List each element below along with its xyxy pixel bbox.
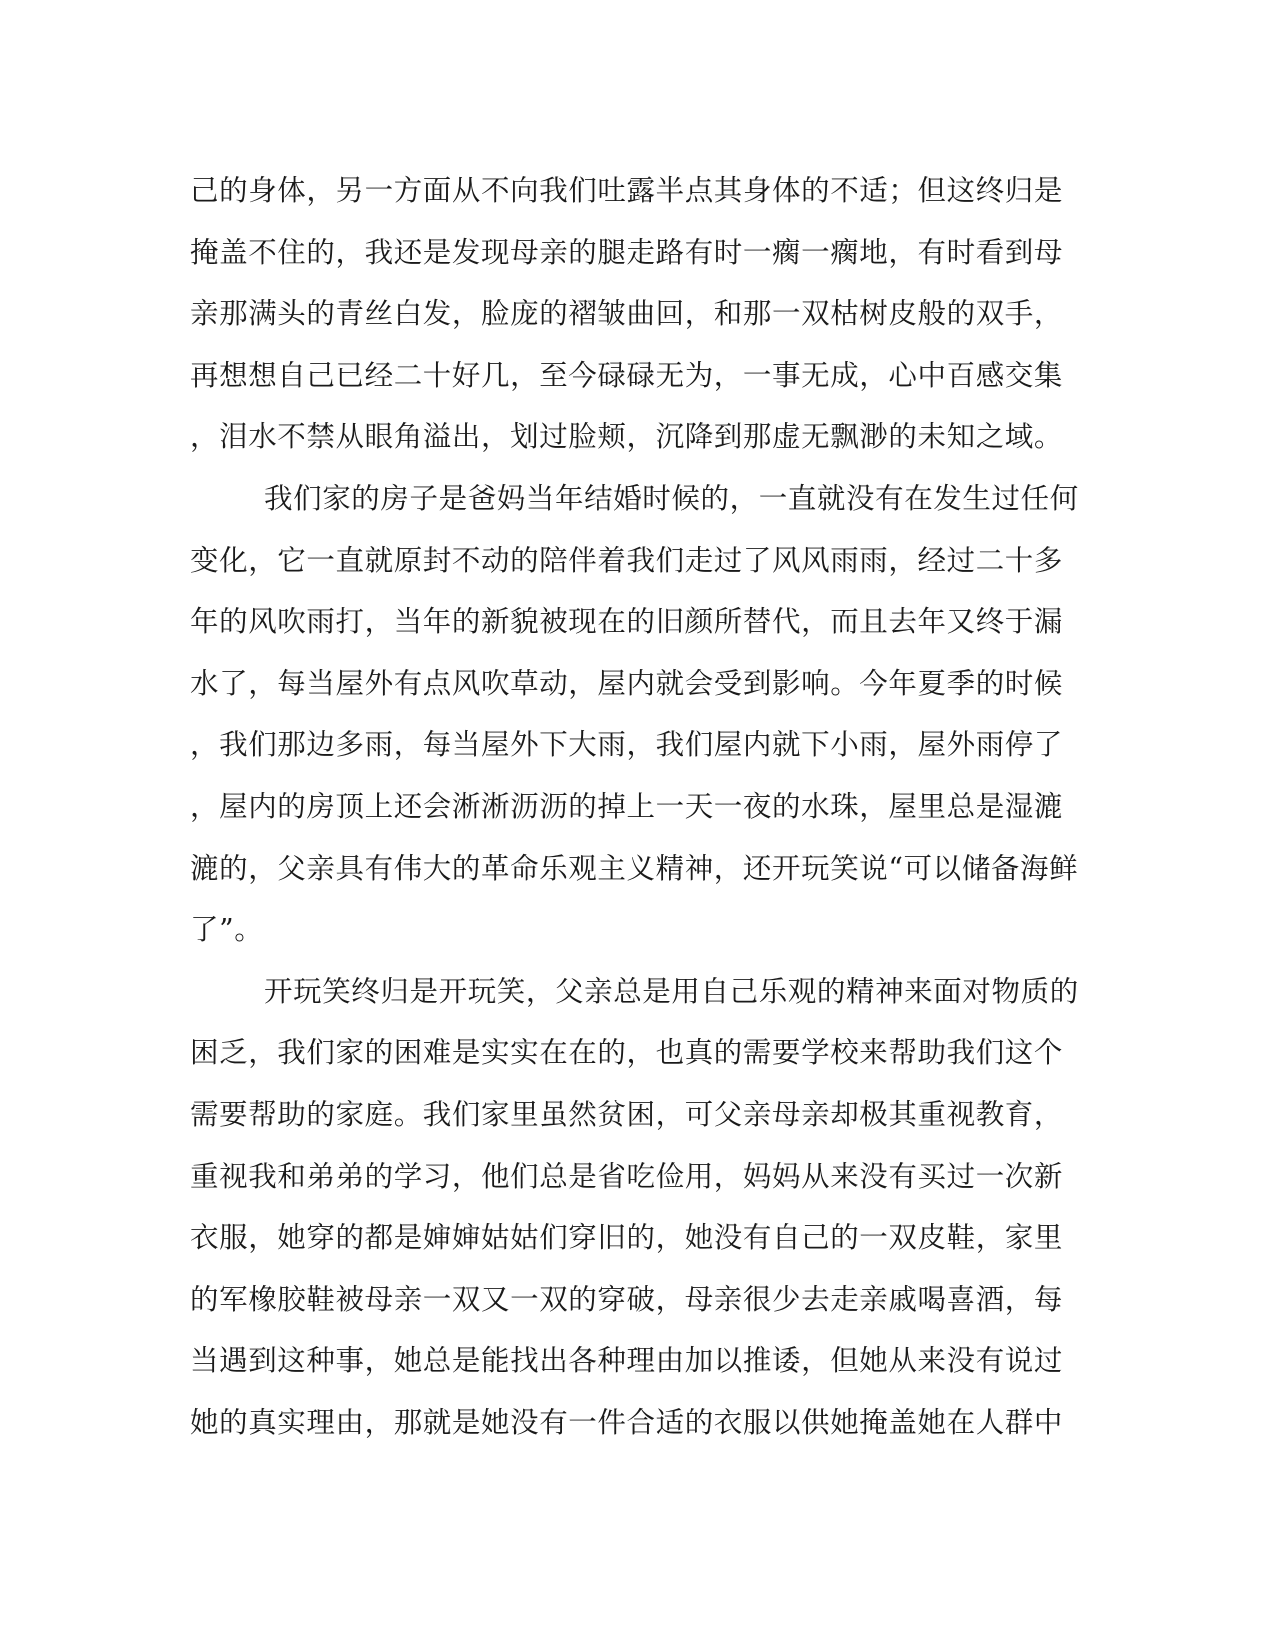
text-line: ，泪水不禁从眼角溢出，划过脸颊，沉降到那虚无飘渺的未知之域。: [190, 420, 1064, 454]
text-line: 我们家的房子是爸妈当年结婚时候的，一直就没有在发生过任何: [264, 481, 1079, 515]
text-line: 需要帮助的家庭。我们家里虽然贫困，可父亲母亲却极其重视教育，: [190, 1097, 1064, 1131]
body-text: [190, 160, 1090, 1453]
text-line: 亲那满头的青丝白发，脸庞的褶皱曲回，和那一双枯树皮般的双手，: [190, 297, 1064, 331]
paragraph-3: [190, 961, 1090, 1454]
text-line: 己的身体，另一方面从不向我们吐露半点其身体的不适；但这终归是: [190, 174, 1064, 207]
text-line: 再想想自己已经二十好几，至今碌碌无为，一事无成，心中百感交集: [190, 358, 1064, 392]
text-line: 掩盖不住的，我还是发现母亲的腿走路有时一瘸一瘸地，有时看到母: [190, 235, 1064, 269]
text-line: ，屋内的房顶上还会淅淅沥沥的掉上一天一夜的水珠，屋里总是湿漉: [190, 789, 1064, 823]
text-line: 的军橡胶鞋被母亲一双又一双的穿破，母亲很少去走亲戚喝喜酒，每: [190, 1282, 1064, 1316]
text-line: 水了，每当屋外有点风吹草动，屋内就会受到影响。今年夏季的时候: [190, 666, 1064, 700]
text-line: 她的真实理由，那就是她没有一件合适的衣服以供她掩盖她在人群中: [190, 1405, 1064, 1439]
text-line: 变化，它一直就原封不动的陪伴着我们走过了风风雨雨，经过二十多: [190, 543, 1064, 577]
text-line: ，我们那边多雨，每当屋外下大雨，我们屋内就下小雨，屋外雨停了: [190, 728, 1064, 762]
paragraph-1: [190, 160, 1090, 468]
text-line: 年的风吹雨打，当年的新貌被现在的旧颜所替代，而且去年又终于漏: [190, 605, 1064, 639]
text-line: 了”。: [190, 913, 264, 947]
text-line: 重视我和弟弟的学习，他们总是省吃俭用，妈妈从来没有买过一次新: [190, 1159, 1064, 1193]
text-line: 衣服，她穿的都是婶婶姑姑们穿旧的，她没有自己的一双皮鞋，家里: [190, 1221, 1064, 1255]
text-line: 开玩笑终归是开玩笑，父亲总是用自己乐观的精神来面对物质的: [264, 974, 1079, 1008]
paragraph-2: [190, 468, 1090, 961]
text-line: 漉的，父亲具有伟大的革命乐观主义精神，还开玩笑说“可以储备海鲜: [190, 851, 1079, 885]
text-line: 困乏，我们家的困难是实实在在的，也真的需要学校来帮助我们这个: [190, 1036, 1064, 1070]
text-line: 当遇到这种事，她总是能找出各种理由加以推诿，但她从来没有说过: [190, 1344, 1064, 1378]
